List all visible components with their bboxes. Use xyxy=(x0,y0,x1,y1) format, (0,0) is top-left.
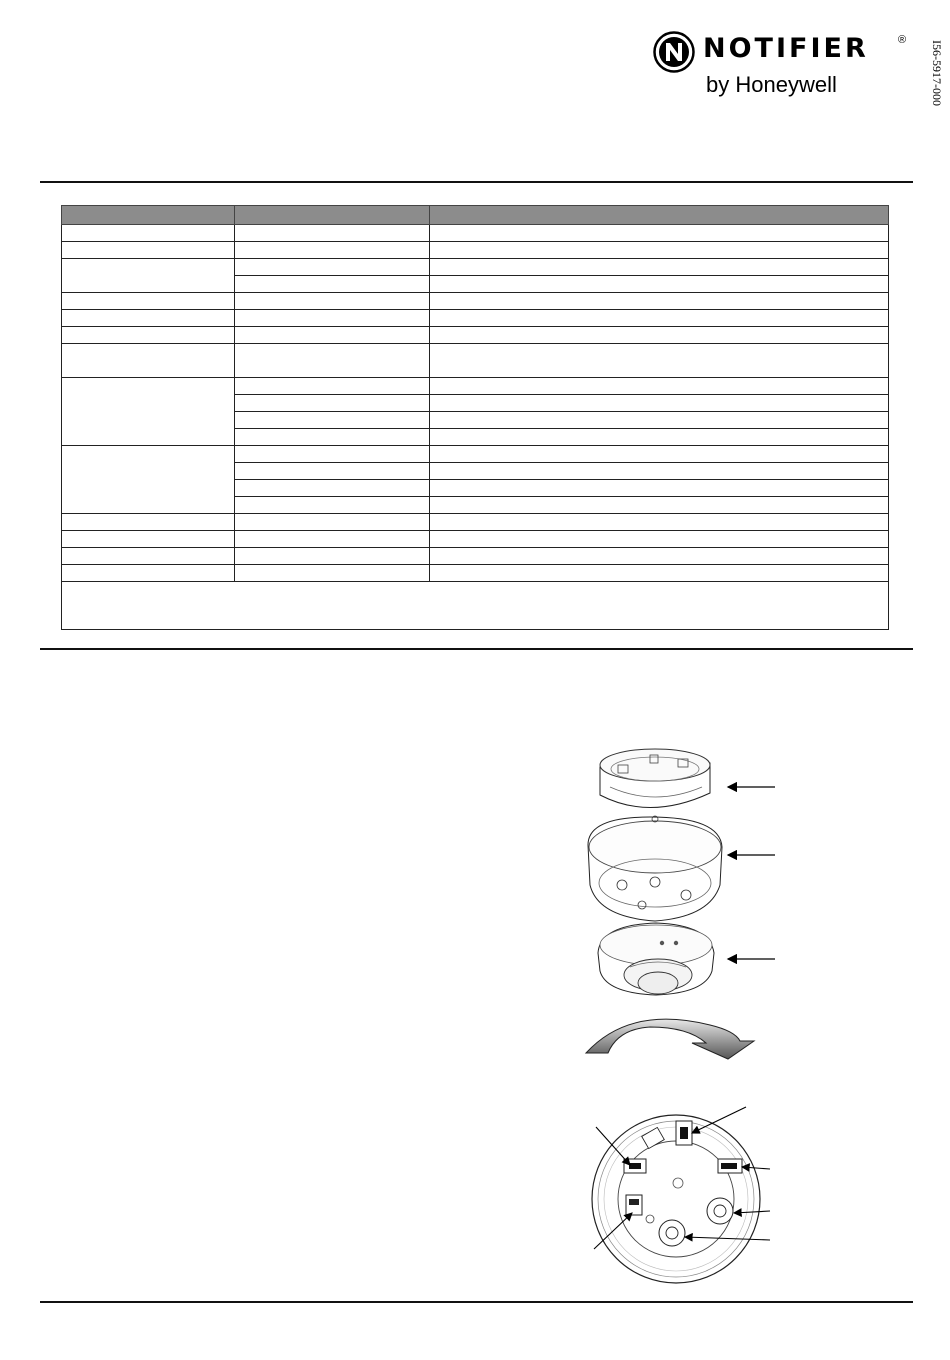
column-header xyxy=(430,206,889,225)
table-row xyxy=(62,378,889,395)
table-cell xyxy=(430,259,889,276)
table-cell xyxy=(235,259,430,276)
table-row xyxy=(62,531,889,548)
table-cell xyxy=(235,446,430,463)
table-cell xyxy=(235,276,430,293)
table-cell xyxy=(62,327,235,344)
table-cell xyxy=(235,565,430,582)
table-cell xyxy=(430,446,889,463)
table-row xyxy=(62,565,889,582)
table-cell xyxy=(235,497,430,514)
mounting-base xyxy=(600,749,710,808)
table-cell xyxy=(430,531,889,548)
table-cell xyxy=(235,514,430,531)
table-row xyxy=(62,242,889,259)
table-cell xyxy=(430,276,889,293)
table-row xyxy=(62,259,889,276)
table-cell xyxy=(430,327,889,344)
table-row xyxy=(62,310,889,327)
table-cell xyxy=(430,344,889,378)
table-cell xyxy=(235,310,430,327)
table-cell xyxy=(62,565,235,582)
table-cell xyxy=(62,531,235,548)
detector-head xyxy=(598,923,714,995)
table-cell xyxy=(62,378,235,446)
table-cell xyxy=(430,293,889,310)
table-row xyxy=(62,293,889,310)
table-cell xyxy=(62,548,235,565)
table-cell xyxy=(235,242,430,259)
table-cell xyxy=(235,429,430,446)
table-cell xyxy=(62,446,235,514)
detector-assembly-diagram xyxy=(570,735,790,1310)
column-header xyxy=(62,206,235,225)
bottom-divider xyxy=(40,1301,913,1303)
table-row xyxy=(62,327,889,344)
registered-mark: ® xyxy=(898,34,907,46)
table-cell xyxy=(62,259,235,293)
table-cell xyxy=(430,242,889,259)
table-cell xyxy=(430,225,889,242)
table-cell xyxy=(235,480,430,497)
table-bottom-divider xyxy=(40,648,913,650)
table-cell xyxy=(235,548,430,565)
notifier-logo xyxy=(653,30,913,100)
table-cell xyxy=(62,344,235,378)
table-row xyxy=(62,514,889,531)
table-cell xyxy=(235,327,430,344)
table-row xyxy=(62,548,889,565)
table-cell xyxy=(235,344,430,378)
table-cell xyxy=(235,395,430,412)
specification-table xyxy=(61,205,889,630)
table-cell xyxy=(235,531,430,548)
document-number: I56-5917-000 xyxy=(930,40,944,106)
table-row xyxy=(62,446,889,463)
rotary-switch-bottom-icon xyxy=(659,1220,685,1246)
brand-name: NOTIFIER xyxy=(703,33,869,64)
table-cell xyxy=(62,293,235,310)
table-footnote-row xyxy=(62,582,889,630)
table-cell xyxy=(62,242,235,259)
rotate-arrow-icon xyxy=(586,1019,754,1059)
table-row xyxy=(62,225,889,242)
table-header-row xyxy=(62,206,889,225)
detector-underside-view xyxy=(592,1115,760,1283)
sounder-housing xyxy=(588,816,722,921)
top-divider xyxy=(40,181,913,183)
table-cell xyxy=(235,463,430,480)
table-cell xyxy=(430,514,889,531)
table-cell xyxy=(430,548,889,565)
table-cell xyxy=(430,378,889,395)
table-cell xyxy=(430,480,889,497)
table-cell xyxy=(430,429,889,446)
table-cell xyxy=(430,565,889,582)
table-cell xyxy=(235,293,430,310)
table-footnote xyxy=(62,582,889,630)
notifier-n-logo-icon xyxy=(653,31,695,73)
brand-tagline: by Honeywell xyxy=(706,72,837,97)
table-cell xyxy=(430,497,889,514)
table-cell xyxy=(235,412,430,429)
table-cell xyxy=(430,310,889,327)
table-cell xyxy=(235,225,430,242)
rotary-switch-right-icon xyxy=(707,1198,733,1224)
table-row xyxy=(62,344,889,378)
column-header xyxy=(235,206,430,225)
table-cell xyxy=(62,225,235,242)
table-cell xyxy=(235,378,430,395)
table-cell xyxy=(62,310,235,327)
table-cell xyxy=(430,463,889,480)
table-cell xyxy=(430,395,889,412)
table-cell xyxy=(430,412,889,429)
table-cell xyxy=(62,514,235,531)
